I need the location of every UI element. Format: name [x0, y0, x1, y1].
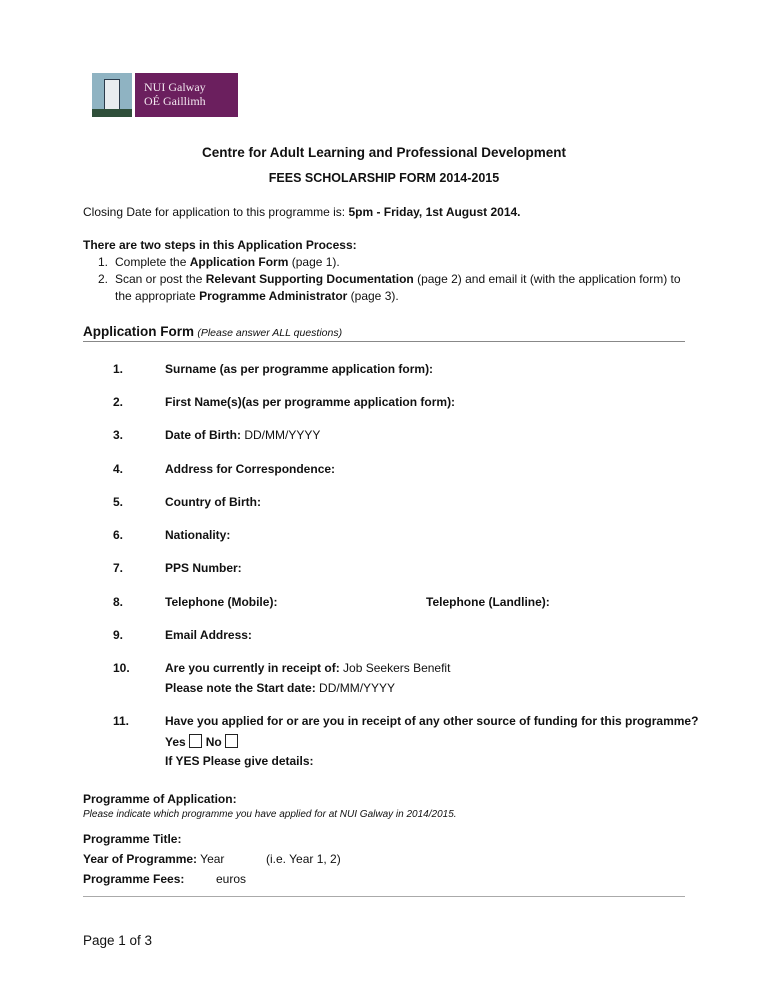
q3-dob: Date of Birth: DD/MM/YYYY — [165, 428, 321, 442]
q10-receipt: Are you currently in receipt of: Job Seekers Benefit — [165, 661, 451, 675]
q6-nationality: Nationality: — [165, 528, 231, 542]
q11-funding: Have you applied for or are you in receipt of any other source of funding for this programme? — [165, 714, 699, 728]
step-2: 2. Scan or post the Relevant Supporting Documentation (page 2) and email it (with the application form) to — [98, 272, 681, 286]
programme-year: Year of Programme: Year (i.e. Year 1, 2) — [83, 852, 341, 866]
logo-line2: OÉ Gaillimh — [144, 94, 206, 108]
no-checkbox[interactable] — [225, 734, 238, 748]
programme-heading: Programme of Application: — [83, 792, 237, 806]
q1-surname: Surname (as per programme application form): — [165, 362, 434, 376]
q1-num: 1. — [113, 362, 124, 376]
programme-title: Programme Title: — [83, 832, 182, 846]
q10-start-date: Please note the Start date: DD/MM/YYYY — [165, 681, 396, 695]
q3-num: 3. — [113, 428, 124, 442]
q4-address: Address for Correspondence: — [165, 462, 336, 476]
q10-num: 10. — [113, 661, 130, 675]
document-title: Centre for Adult Learning and Professional Development — [201, 145, 567, 160]
steps-heading: There are two steps in this Application Process: — [83, 238, 357, 252]
q11-num: 11. — [113, 714, 130, 728]
step-1: 1. Complete the Application Form (page 1). — [98, 255, 340, 269]
document-subtitle: FEES SCHOLARSHIP FORM 2014-2015 — [268, 171, 500, 185]
divider — [83, 341, 685, 342]
logo-line1: NUI Galway — [144, 80, 206, 94]
page-number: Page 1 of 3 — [83, 933, 153, 948]
q2-num: 2. — [113, 395, 124, 409]
q4-num: 4. — [113, 462, 124, 476]
q11-details: If YES Please give details: — [165, 754, 314, 768]
q9-email: Email Address: — [165, 628, 252, 642]
q5-num: 5. — [113, 495, 124, 509]
q9-num: 9. — [113, 628, 124, 642]
q7-num: 7. — [113, 561, 124, 575]
q2-first-name: First Name(s)(as per programme application form): — [165, 395, 456, 409]
tower-icon — [92, 73, 132, 117]
yes-checkbox[interactable] — [189, 734, 202, 748]
q8-num: 8. — [113, 595, 124, 609]
q5-country: Country of Birth: — [165, 495, 261, 509]
q6-num: 6. — [113, 528, 124, 542]
programme-note: Please indicate which programme you have applied for at NUI Galway in 2014/2015. — [83, 809, 457, 820]
q7-pps: PPS Number: — [165, 561, 242, 575]
nui-galway-logo — [92, 73, 238, 117]
q8-landline: Telephone (Landline): — [426, 595, 550, 609]
divider — [83, 896, 685, 897]
closing-date: Closing Date for application to this programme is: 5pm - Friday, 1st August 2014. — [83, 205, 521, 219]
q11-yes-no: Yes No — [165, 734, 242, 749]
q8-mobile: Telephone (Mobile): — [165, 595, 278, 609]
step-2-cont: the appropriate Programme Administrator (page 3). — [115, 289, 399, 303]
programme-fees: Programme Fees: euros — [83, 872, 247, 886]
section-heading: Application Form (Please answer ALL questions) — [83, 324, 343, 339]
